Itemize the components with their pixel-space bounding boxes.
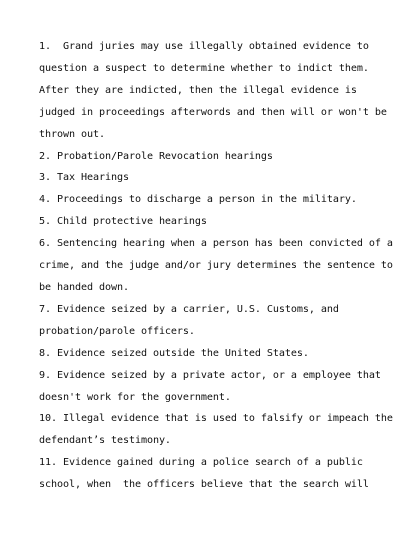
item-3-line-1: 3. Tax Hearings [39, 172, 129, 184]
item-4-line-1: 4. Proceedings to discharge a person in the military. [39, 194, 357, 206]
item-11-line-2: school, when the officers believe that the search will [39, 479, 369, 491]
item-2-line-1: 2. Probation/Parole Revocation hearings [39, 150, 273, 162]
document-body [39, 36, 393, 496]
item-7-line-2: probation/parole officers. [39, 325, 195, 337]
item-8-line-1: 8. Evidence seized outside the United States. [39, 347, 309, 359]
item-1-line-1: 1. Grand juries may use illegally obtained evidence to [39, 41, 369, 52]
item-10-line-1: 10. Illegal evidence that is used to falsify or impeach the [39, 413, 393, 425]
item-11-line-1: 11. Evidence gained during a police search of a public [39, 457, 363, 469]
item-9-line-1: 9. Evidence seized by a private actor, or a employee that [39, 369, 381, 381]
item-6-line-1: 6. Sentencing hearing when a person has been convicted of a [39, 238, 393, 250]
item-6-line-2: crime, and the judge and/or jury determines the sentence to [39, 260, 393, 272]
item-1-line-4: judged in proceedings afterwords and then will or won't be [39, 106, 387, 118]
item-6-line-3: be handed down. [39, 281, 129, 293]
item-1-line-2: question a suspect to determine whether to indict them. [39, 62, 369, 74]
item-5-line-1: 5. Child protective hearings [39, 216, 207, 228]
item-10-line-2: defendant’s testimony. [39, 435, 171, 447]
item-7-line-1: 7. Evidence seized by a carrier, U.S. Customs, and [39, 303, 339, 315]
item-9-line-2: doesn't work for the government. [39, 391, 231, 403]
item-1-line-3: After they are indicted, then the illegal evidence is [39, 84, 357, 96]
item-1-line-5: thrown out. [39, 128, 105, 140]
